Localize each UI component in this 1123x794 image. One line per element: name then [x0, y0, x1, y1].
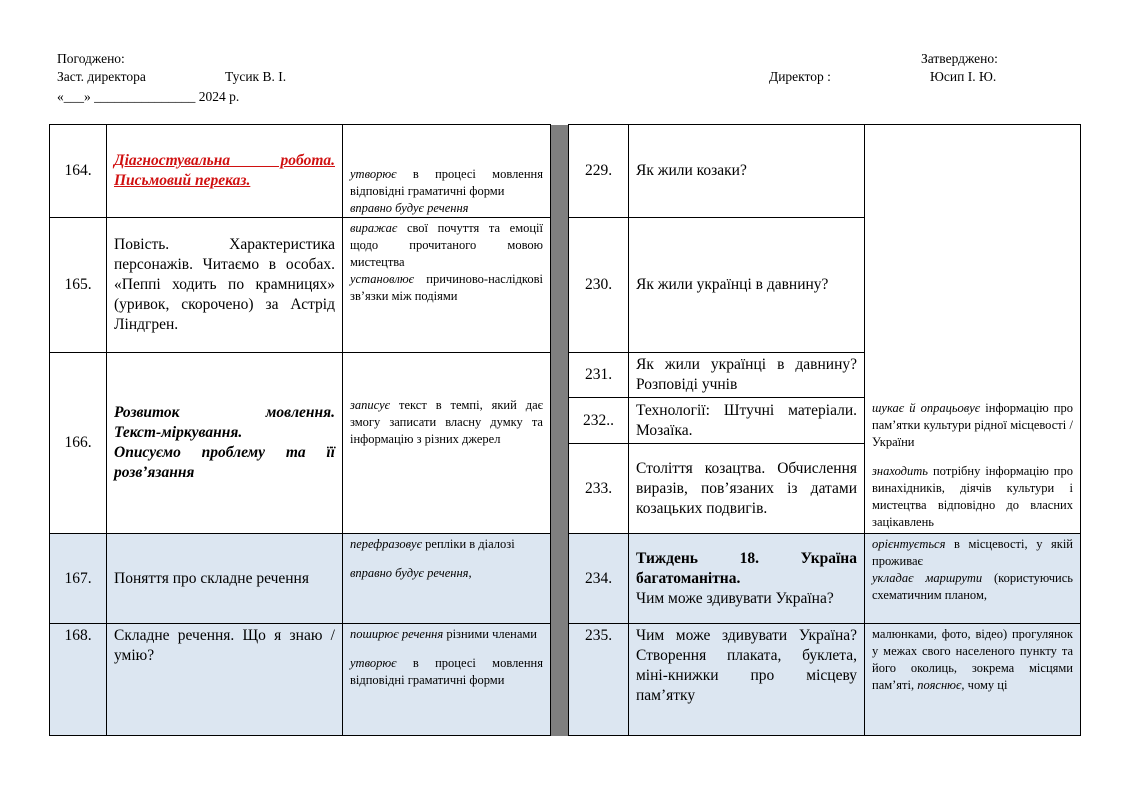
lesson-topic: Поняття про складне речення	[107, 534, 343, 624]
learning-results	[343, 534, 551, 624]
learning-results	[865, 534, 1081, 624]
learning-results	[865, 624, 1081, 736]
lesson-topic-line: Текст-міркування.	[114, 424, 243, 441]
lesson-topic-line: Чим може здивувати Україна?	[636, 589, 834, 607]
lesson-number: 164.	[50, 125, 107, 218]
lesson-topic: Як жили українці в давнину?	[629, 218, 865, 353]
result-text: текст в темпі, який дає змогу записати власну думку та інформацію з різних джерел	[350, 398, 543, 446]
result-text: чому ці	[964, 678, 1008, 692]
result-text: репліки в діалозі	[422, 537, 515, 551]
week-title: Тиждень 18. Україна багатоманітна.	[636, 549, 857, 587]
lesson-number: 232..	[569, 398, 629, 444]
lesson-topic-line: Описуємо проблему та її розв’язання	[114, 444, 335, 481]
learning-results	[343, 218, 551, 353]
lesson-topic-line: Розвиток мовлення.	[114, 404, 335, 421]
result-verb: виражає	[350, 221, 398, 235]
lesson-number: 230.	[569, 218, 629, 353]
result-verb: установлює	[350, 272, 415, 286]
result-text: потрібну інформацію про винахідників, діячів культури і мистецтва відповідно до власних зацікавлень	[872, 464, 1073, 529]
result-verb: знаходить	[872, 464, 928, 478]
result-text: в процесі мовлення відповідні граматичні форми	[350, 167, 543, 198]
learning-results	[865, 125, 1081, 534]
deputy-title: Заст. директора	[57, 69, 146, 84]
lesson-topic: Чим може здивувати Україна? Створення плаката, буклета, міні-книжки про місцеву пам’ятку	[629, 624, 865, 736]
result-verb: пояснює,	[917, 678, 965, 692]
result-verb: записує	[350, 398, 391, 412]
column-divider	[551, 624, 569, 736]
lesson-number: 235.	[569, 624, 629, 736]
date-line: «___» _______________ 2024 р.	[57, 89, 240, 104]
learning-results	[343, 353, 551, 534]
result-verb: шукає й опрацьовує	[872, 401, 981, 415]
result-verb: перефразовує	[350, 537, 423, 551]
lesson-topic: Повість. Характеристика персонажів. Читаємо в особах. «Пеппі ходить по крамницях» (уривок, скорочено) за Астрід Ліндгрен.	[107, 218, 343, 353]
result-text: в процесі мовлення відповідні граматичні форми	[350, 656, 543, 687]
lesson-number: 166.	[50, 353, 107, 534]
lesson-topic-line: Письмовий переказ.	[114, 172, 251, 189]
result-verb: утворює	[350, 656, 397, 670]
result-verb: укладає маршрути	[872, 571, 983, 585]
lesson-number: 167.	[50, 534, 107, 624]
lesson-topic: Століття козацтва. Обчислення виразів, пов’язаних із датами козацьких подвигів.	[629, 444, 865, 534]
lesson-plan-table	[49, 124, 1081, 736]
result-text: причиново-наслідкові зв’язки між подіями	[350, 272, 543, 303]
director-title: Директор :	[769, 69, 831, 84]
result-verb: утворює	[350, 167, 397, 181]
result-verb: орієнтується	[872, 537, 946, 551]
result-text: свої почуття та емоції щодо прочитаного мовою мистецтва	[350, 221, 543, 269]
table-row	[50, 624, 1081, 736]
approved-label: Затверджено:	[921, 51, 998, 66]
result-text: в місцевості, у якій проживає	[872, 537, 1073, 568]
lesson-topic: Як жили українці в давнину? Розповіді учнів	[629, 353, 865, 398]
column-divider	[551, 125, 569, 624]
lesson-topic: Складне речення. Що я знаю / умію?	[107, 624, 343, 736]
lesson-number: 168.	[50, 624, 107, 736]
lesson-topic	[107, 353, 343, 534]
lesson-number: 231.	[569, 353, 629, 398]
result-verb: поширює речення	[350, 627, 444, 641]
result-text: інформацію про пам’ятки культури рідної місцевості / України	[872, 401, 1073, 449]
deputy-name: Тусик В. І.	[225, 69, 287, 84]
lesson-number: 229.	[569, 125, 629, 218]
learning-results	[343, 624, 551, 736]
lesson-number: 233.	[569, 444, 629, 534]
lesson-topic	[107, 125, 343, 218]
lesson-number: 165.	[50, 218, 107, 353]
learning-results	[343, 125, 551, 218]
lesson-number: 234.	[569, 534, 629, 624]
result-text: (користуючись схематичним планом,	[872, 571, 1073, 602]
table-row	[50, 125, 1081, 218]
result-verb: вправно будує речення,	[350, 566, 472, 580]
lesson-topic: Технології: Штучні матеріали. Мозаїка.	[629, 398, 865, 444]
lesson-topic	[629, 534, 865, 624]
lesson-topic: Як жили козаки?	[629, 125, 865, 218]
agreed-label: Погоджено:	[57, 51, 125, 66]
lesson-topic-line: Діагностувальна робота.	[114, 152, 335, 169]
director-name: Юсип І. Ю.	[930, 69, 997, 84]
result-text: малюнками, фото, відео) прогулянок у межах свого населеного пункту та його околиць, зокрема місцями пам’яті,	[872, 627, 1073, 692]
result-text: різними членами	[443, 627, 537, 641]
result-verb: вправно будує речення	[350, 201, 469, 215]
